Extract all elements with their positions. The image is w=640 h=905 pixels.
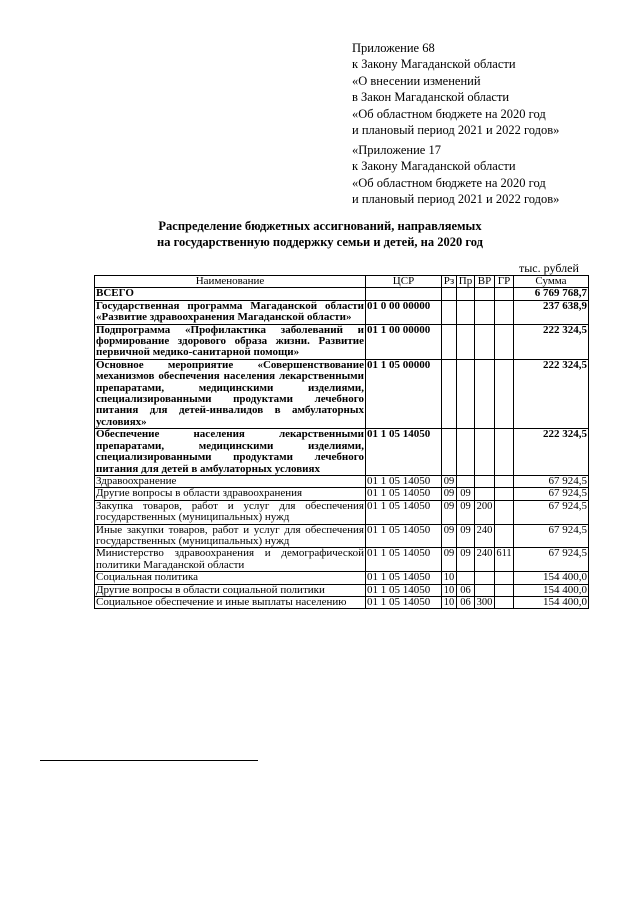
cell-pr (457, 288, 475, 300)
cell-vr (475, 324, 495, 359)
table-row (95, 524, 589, 548)
cell-gr (495, 572, 514, 584)
header-line: Приложение 68 (352, 41, 435, 55)
cell-vr (475, 288, 495, 300)
cell-pr (457, 359, 475, 428)
cell-sum: 67 924,5 (514, 488, 589, 500)
cell-pr: 09 (457, 500, 475, 524)
cell-sum: 67 924,5 (514, 548, 589, 572)
table-body (95, 288, 589, 609)
header-line: «О внесении изменений (352, 73, 481, 88)
header-line: к Закону Магаданской области (352, 57, 516, 72)
cell-rz (442, 300, 457, 324)
table-row (95, 475, 589, 487)
column-header-rz: Рз (442, 276, 457, 288)
units-label: тыс. рублей (519, 261, 579, 275)
document-title (0, 218, 640, 250)
cell-gr (495, 500, 514, 524)
cell-gr (495, 359, 514, 428)
cell-pr (457, 475, 475, 487)
header-line: «Об областном бюджете на 2020 год (352, 106, 546, 121)
cell-vr (475, 584, 495, 596)
header-line: и плановый период 2021 и 2022 годов» (352, 192, 560, 207)
cell-gr (495, 524, 514, 548)
table-row (95, 324, 589, 359)
header-line: и плановый период 2021 и 2022 годов» (352, 123, 560, 138)
cell-vr (475, 300, 495, 324)
cell-sum: 154 400,0 (514, 572, 589, 584)
table-row (95, 596, 589, 608)
cell-csr: 01 1 05 14050 (366, 488, 442, 500)
cell-pr (457, 572, 475, 584)
cell-sum: 222 324,5 (514, 359, 589, 428)
cell-pr: 06 (457, 596, 475, 608)
footnote-divider (40, 760, 258, 761)
cell-csr: 01 1 05 00000 (366, 359, 442, 428)
cell-rz (442, 429, 457, 476)
cell-rz: 10 (442, 596, 457, 608)
cell-csr: 01 1 00 00000 (366, 324, 442, 359)
cell-name: Государственная программа Магаданской области «Развитие здравоохранения Магаданской области» (96, 300, 364, 324)
cell-csr: 01 1 05 14050 (366, 548, 442, 572)
cell-vr (475, 359, 495, 428)
cell-vr: 200 (475, 500, 495, 524)
cell-pr: 09 (457, 488, 475, 500)
cell-csr: 01 1 05 14050 (366, 429, 442, 476)
cell-rz: 09 (442, 500, 457, 524)
cell-name: Другие вопросы в области социальной политики (95, 584, 366, 596)
cell-rz: 10 (442, 584, 457, 596)
cell-name: ВСЕГО (95, 288, 366, 300)
cell-pr: 09 (457, 524, 475, 548)
cell-vr (475, 475, 495, 487)
cell-vr: 240 (475, 548, 495, 572)
table-row (95, 429, 589, 476)
cell-rz: 09 (442, 548, 457, 572)
title-line: Распределение бюджетных ассигнований, направляемых (158, 219, 482, 233)
cell-rz (442, 324, 457, 359)
header-line: «Об областном бюджете на 2020 год (352, 175, 546, 190)
cell-vr: 240 (475, 524, 495, 548)
cell-name: Здравоохранение (95, 475, 366, 487)
cell-gr (495, 596, 514, 608)
table-row (95, 488, 589, 500)
cell-name: Основное мероприятие «Совершенствование механизмов обеспечения населения лекарственными препаратами, медицинскими изделиями, специализированными продуктами лечебного питания для детей-инвалидов в амбулаторных условиях» (96, 359, 364, 428)
cell-gr (495, 300, 514, 324)
cell-pr (457, 300, 475, 324)
cell-name: Социальное обеспечение и иные выплаты населению (95, 596, 366, 608)
cell-gr (495, 429, 514, 476)
header-line: к Закону Магаданской области (352, 159, 516, 174)
table-row (95, 288, 589, 300)
cell-csr: 01 1 05 14050 (366, 596, 442, 608)
cell-pr: 06 (457, 584, 475, 596)
cell-gr (495, 488, 514, 500)
column-header-csr: ЦСР (366, 276, 442, 288)
cell-csr: 01 1 05 14050 (366, 500, 442, 524)
cell-sum: 6 769 768,7 (514, 288, 589, 300)
cell-rz (442, 359, 457, 428)
table-row (95, 359, 589, 428)
cell-csr: 01 1 05 14050 (366, 584, 442, 596)
column-header-sum: Сумма (514, 276, 589, 288)
title-line: на государственную поддержку семьи и детей, на 2020 год (157, 235, 483, 249)
header-line: в Закон Магаданской области (352, 90, 510, 105)
cell-sum: 154 400,0 (514, 584, 589, 596)
cell-rz: 09 (442, 524, 457, 548)
budget-table (94, 275, 589, 609)
cell-vr: 300 (475, 596, 495, 608)
cell-gr (495, 584, 514, 596)
cell-vr (475, 488, 495, 500)
cell-gr: 611 (495, 548, 514, 572)
cell-csr: 01 1 05 14050 (366, 524, 442, 548)
appendix-17-header (352, 142, 559, 208)
cell-name: Иные закупки товаров, работ и услуг для обеспечения государственных (муниципальных) нужд (96, 524, 364, 547)
cell-csr (366, 288, 442, 300)
table-row (95, 548, 589, 572)
cell-pr: 09 (457, 548, 475, 572)
cell-pr (457, 324, 475, 359)
column-header-vr: ВР (475, 276, 495, 288)
cell-csr: 01 1 05 14050 (366, 475, 442, 487)
cell-rz: 09 (442, 475, 457, 487)
cell-vr (475, 429, 495, 476)
cell-csr: 01 0 00 00000 (366, 300, 442, 324)
cell-gr (495, 324, 514, 359)
cell-sum: 237 638,9 (514, 300, 589, 324)
cell-sum: 67 924,5 (514, 524, 589, 548)
cell-name: Закупка товаров, работ и услуг для обеспечения государственных (муниципальных) нужд (96, 500, 364, 524)
appendix-68-header (352, 40, 559, 138)
cell-csr: 01 1 05 14050 (366, 572, 442, 584)
cell-sum: 222 324,5 (514, 324, 589, 359)
cell-name: Министерство здравоохранения и демографической политики Магаданской области (96, 547, 364, 571)
column-header-gr: ГР (495, 276, 514, 288)
table-row (95, 300, 589, 324)
table-header-row (95, 276, 589, 288)
cell-name: Подпрограмма «Профилактика заболеваний и формирование здорового образа жизни. Развитие первичной медико-санитарной помощи» (96, 324, 364, 359)
header-line: «Приложение 17 (352, 143, 441, 157)
table-row (95, 572, 589, 584)
cell-sum: 154 400,0 (514, 596, 589, 608)
table-row (95, 500, 589, 524)
cell-sum: 67 924,5 (514, 500, 589, 524)
table-row (95, 584, 589, 596)
column-header-name: Наименование (95, 276, 366, 288)
cell-gr (495, 288, 514, 300)
cell-sum: 222 324,5 (514, 429, 589, 476)
cell-rz: 10 (442, 572, 457, 584)
cell-gr (495, 475, 514, 487)
cell-name: Другие вопросы в области здравоохранения (95, 488, 366, 500)
cell-name: Обеспечение населения лекарственными препаратами, медицинскими изделиями, специализированными продуктами лечебного питания для детей в амбулаторных условиях (96, 428, 364, 475)
cell-name: Социальная политика (95, 572, 366, 584)
cell-rz (442, 288, 457, 300)
cell-vr (475, 572, 495, 584)
cell-rz: 09 (442, 488, 457, 500)
column-header-pr: Пр (457, 276, 475, 288)
cell-pr (457, 429, 475, 476)
cell-sum: 67 924,5 (514, 475, 589, 487)
